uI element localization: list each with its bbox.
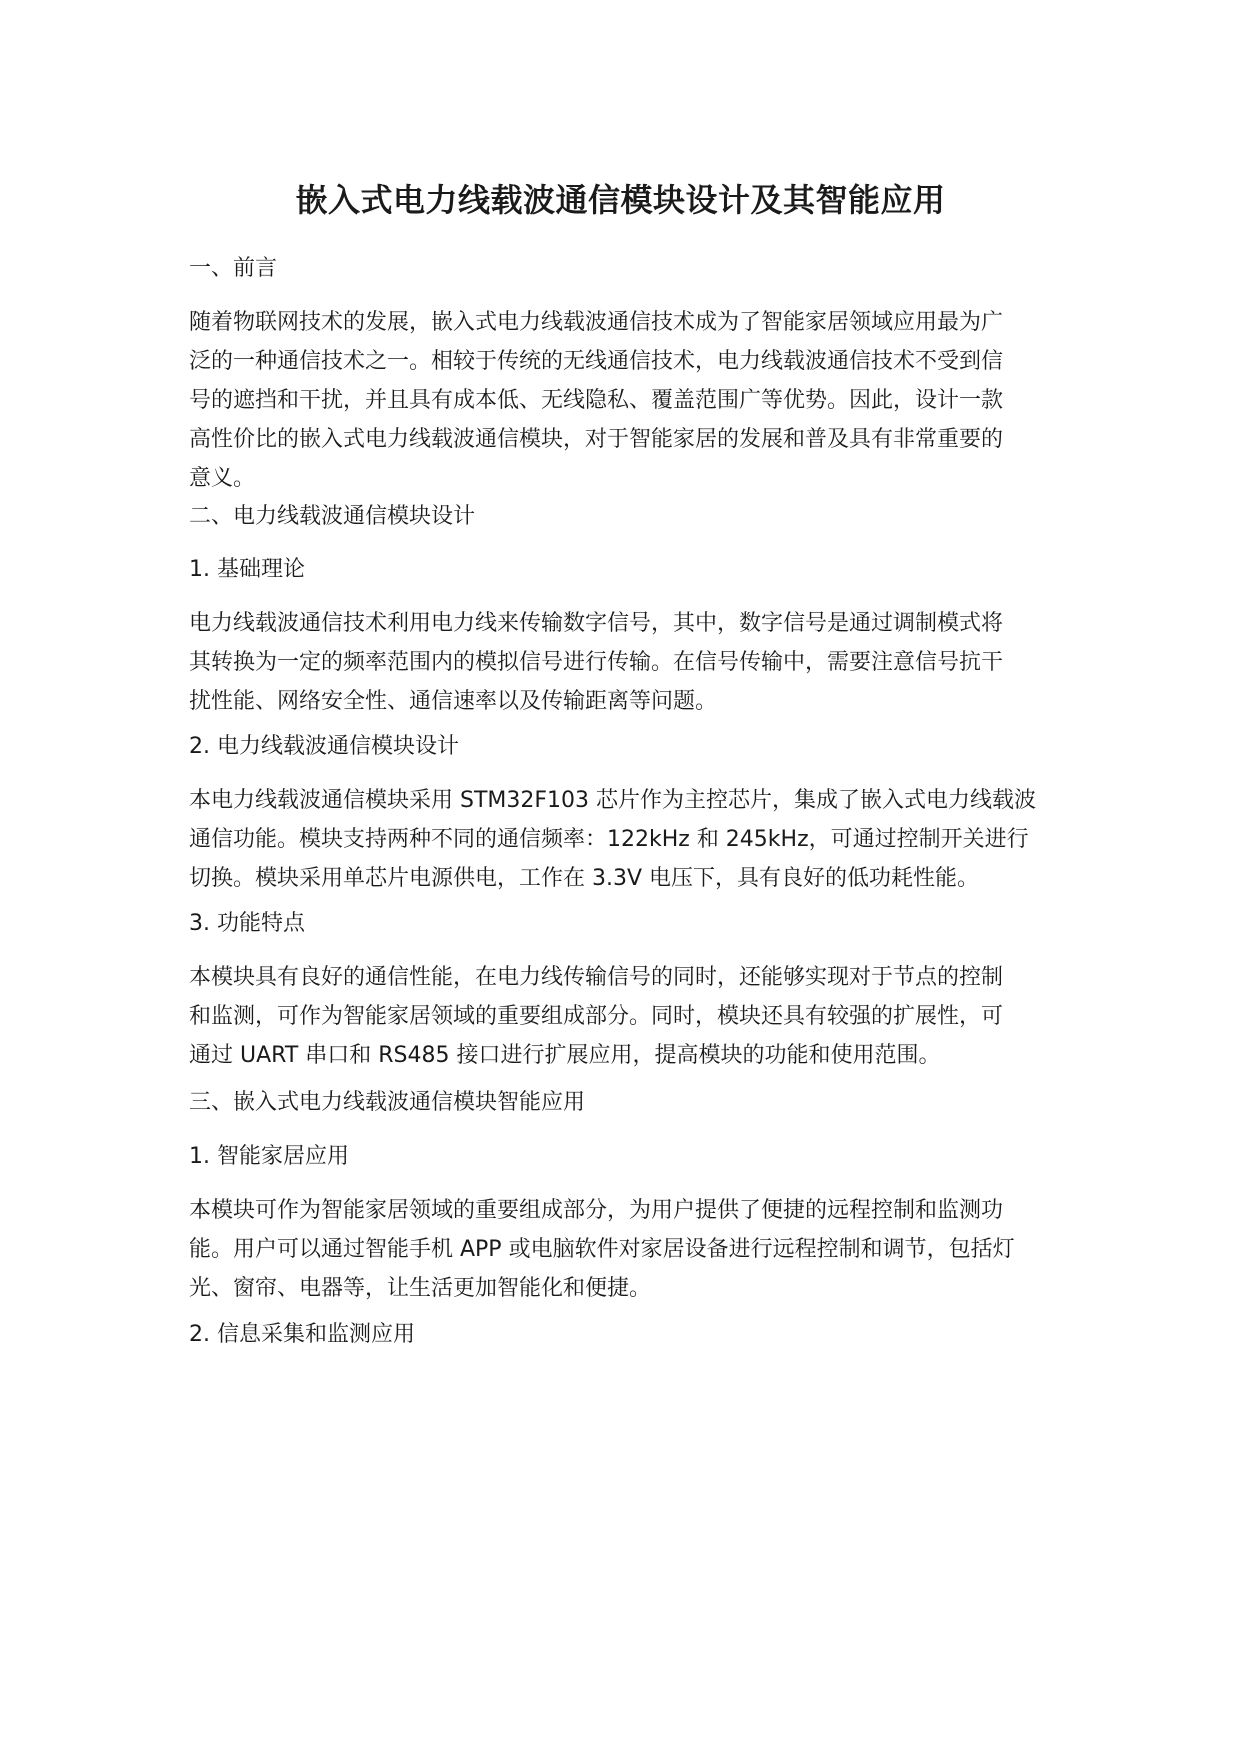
paragraph-line: 通过 UART 串口和 RS485 接口进行扩展应用，提高模块的功能和使用范围。 — [189, 1043, 941, 1068]
section-heading-smart-applications — [189, 1083, 1059, 1122]
paragraph-line: 和监测，可作为智能家居领域的重要组成部分。同时，模块还具有较强的扩展性，可 — [189, 1004, 1004, 1029]
paragraph-line: 能。用户可以通过智能手机 APP 或电脑软件对家居设备进行远程控制和调节，包括灯 — [189, 1237, 1015, 1262]
paragraph-line: 本电力线载波通信模块采用 STM32F103 芯片作为主控芯片，集成了嵌入式电力线载波 — [189, 788, 1037, 813]
paragraph-preface — [189, 303, 1059, 498]
section-heading-module-design — [189, 497, 1059, 536]
paragraph-line: 通信功能。模块支持两种不同的通信频率：122kHz 和 245kHz，可通过控制开关进行 — [189, 827, 1029, 852]
subheading-module-design — [189, 727, 1059, 766]
heading-line: 一、前言 — [189, 256, 278, 281]
heading-line: 1. 智能家居应用 — [189, 1144, 349, 1169]
subheading-smart-home — [189, 1137, 1059, 1176]
heading-line: 3. 功能特点 — [189, 911, 305, 936]
paragraph-line: 光、窗帘、电器等，让生活更加智能化和便捷。 — [189, 1276, 652, 1301]
paragraph-line: 随着物联网技术的发展，嵌入式电力线载波通信技术成为了智能家居领域应用最为广 — [189, 310, 1004, 335]
paragraph-line: 本模块可作为智能家居领域的重要组成部分，为用户提供了便捷的远程控制和监测功 — [189, 1198, 1004, 1223]
paragraph-line: 意义。 — [189, 466, 256, 491]
section-heading-preface — [189, 249, 1059, 288]
paragraph-line: 切换。模块采用单芯片电源供电，工作在 3.3V 电压下，具有良好的低功耗性能。 — [189, 866, 980, 891]
paragraph-line: 电力线载波通信技术利用电力线来传输数字信号，其中，数字信号是通过调制模式将 — [189, 611, 1004, 636]
heading-line: 2. 电力线载波通信模块设计 — [189, 734, 459, 759]
paragraph-line: 号的遮挡和干扰，并且具有成本低、无线隐私、覆盖范围广等优势。因此，设计一款 — [189, 388, 1004, 413]
paragraph-module-design — [189, 781, 1059, 898]
document-title: 嵌入式电力线载波通信模块设计及其智能应用 — [295, 181, 946, 219]
heading-line: 三、嵌入式电力线载波通信模块智能应用 — [189, 1090, 586, 1115]
paragraph-line: 扰性能、网络安全性、通信速率以及传输距离等问题。 — [189, 689, 718, 714]
paragraph-smart-home — [189, 1191, 1059, 1308]
subheading-features — [189, 904, 1059, 943]
paragraph-line: 泛的一种通信技术之一。相较于传统的无线通信技术，电力线载波通信技术不受到信 — [189, 349, 1004, 374]
heading-line: 2. 信息采集和监测应用 — [189, 1322, 415, 1347]
paragraph-line: 其转换为一定的频率范围内的模拟信号进行传输。在信号传输中，需要注意信号抗干 — [189, 650, 1004, 675]
heading-line: 二、电力线载波通信模块设计 — [189, 504, 476, 529]
subheading-information-monitoring — [189, 1315, 1059, 1354]
paragraph-features — [189, 958, 1059, 1075]
heading-line: 1. 基础理论 — [189, 557, 305, 582]
paragraph-line: 高性价比的嵌入式电力线载波通信模块，对于智能家居的发展和普及具有非常重要的 — [189, 427, 1004, 452]
paragraph-line: 本模块具有良好的通信性能，在电力线传输信号的同时，还能够实现对于节点的控制 — [189, 965, 1004, 990]
paragraph-basic-theory — [189, 604, 1059, 721]
subheading-basic-theory — [189, 550, 1059, 589]
